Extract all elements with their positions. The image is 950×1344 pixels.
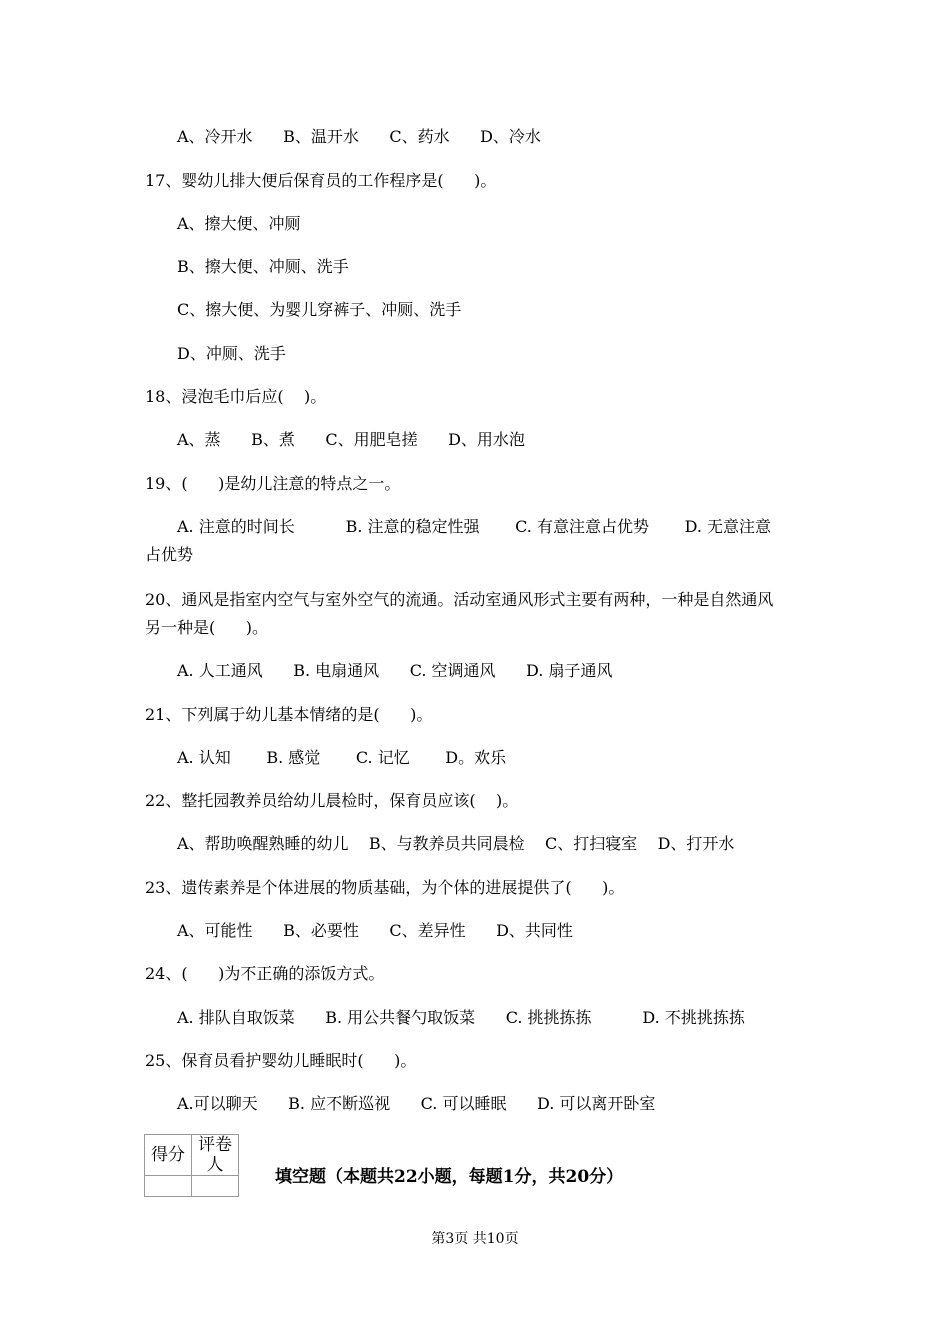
q22-stem: 22、整托园教养员给幼儿晨检时，保育员应该( )。 [145,791,519,810]
q21-stem: 21、下列属于幼儿基本情绪的是( )。 [145,705,433,724]
q20-stem-wrap: 另一种是( )。 [145,618,269,637]
q18-stem: 18、浸泡毛巾后应( )。 [145,387,327,406]
q23-options: A、可能性 B、必要性 C、差异性 D、共同性 [177,921,573,940]
score-box [144,1134,239,1197]
q19-options: A. 注意的时间长 B. 注意的稳定性强 C. 有意注意占优势 D. 无意注意 [177,517,771,536]
section-title: 填空题（本题共22小题，每题1分，共20分） [275,1167,624,1187]
page-footer: 第3页 共10页 [431,1231,519,1247]
q23-stem: 23、遗传素养是个体进展的物质基础，为个体的进展提供了( )。 [145,878,625,897]
score-label: 得分 [145,1135,192,1176]
q25-stem: 25、保育员看护婴幼儿睡眠时( )。 [145,1051,417,1070]
q25-options: A.可以聊天 B. 应不断巡视 C. 可以睡眠 D. 可以离开卧室 [177,1094,656,1113]
grader-label: 评卷人 [192,1135,239,1176]
q17-option-c: C、擦大便、为婴儿穿裤子、冲厕、洗手 [177,300,462,319]
score-cell [145,1176,192,1197]
q17-option-a: A、擦大便、冲厕 [177,214,301,233]
q20-stem: 20、通风是指室内空气与室外空气的流通。活动室通风形式主要有两种，一种是自然通风 [145,590,774,609]
q19-options-wrap: 占优势 [145,545,194,564]
q22-options: A、帮助唤醒熟睡的幼儿 B、与教养员共同晨检 C、打扫寝室 D、打开水 [177,834,735,853]
q21-options: A. 认知 B. 感觉 C. 记忆 D。欢乐 [177,748,507,767]
grader-cell [192,1176,239,1197]
q18-options: A、蒸 B、煮 C、用肥皂搓 D、用水泡 [177,430,525,449]
q17-option-d: D、冲厕、洗手 [177,344,286,363]
q20-options: A. 人工通风 B. 电扇通风 C. 空调通风 D. 扇子通风 [177,661,613,680]
q19-stem: 19、( )是幼儿注意的特点之一。 [145,474,401,493]
q16-options: A、冷开水 B、温开水 C、药水 D、冷水 [177,127,541,146]
q17-stem: 17、婴幼儿排大便后保育员的工作程序是( )。 [145,171,497,190]
q24-options: A. 排队自取饭菜 B. 用公共餐勺取饭菜 C. 挑挑拣拣 D. 不挑挑拣拣 [177,1008,745,1027]
q24-stem: 24、( )为不正确的添饭方式。 [145,964,385,983]
q17-option-b: B、擦大便、冲厕、洗手 [177,257,349,276]
